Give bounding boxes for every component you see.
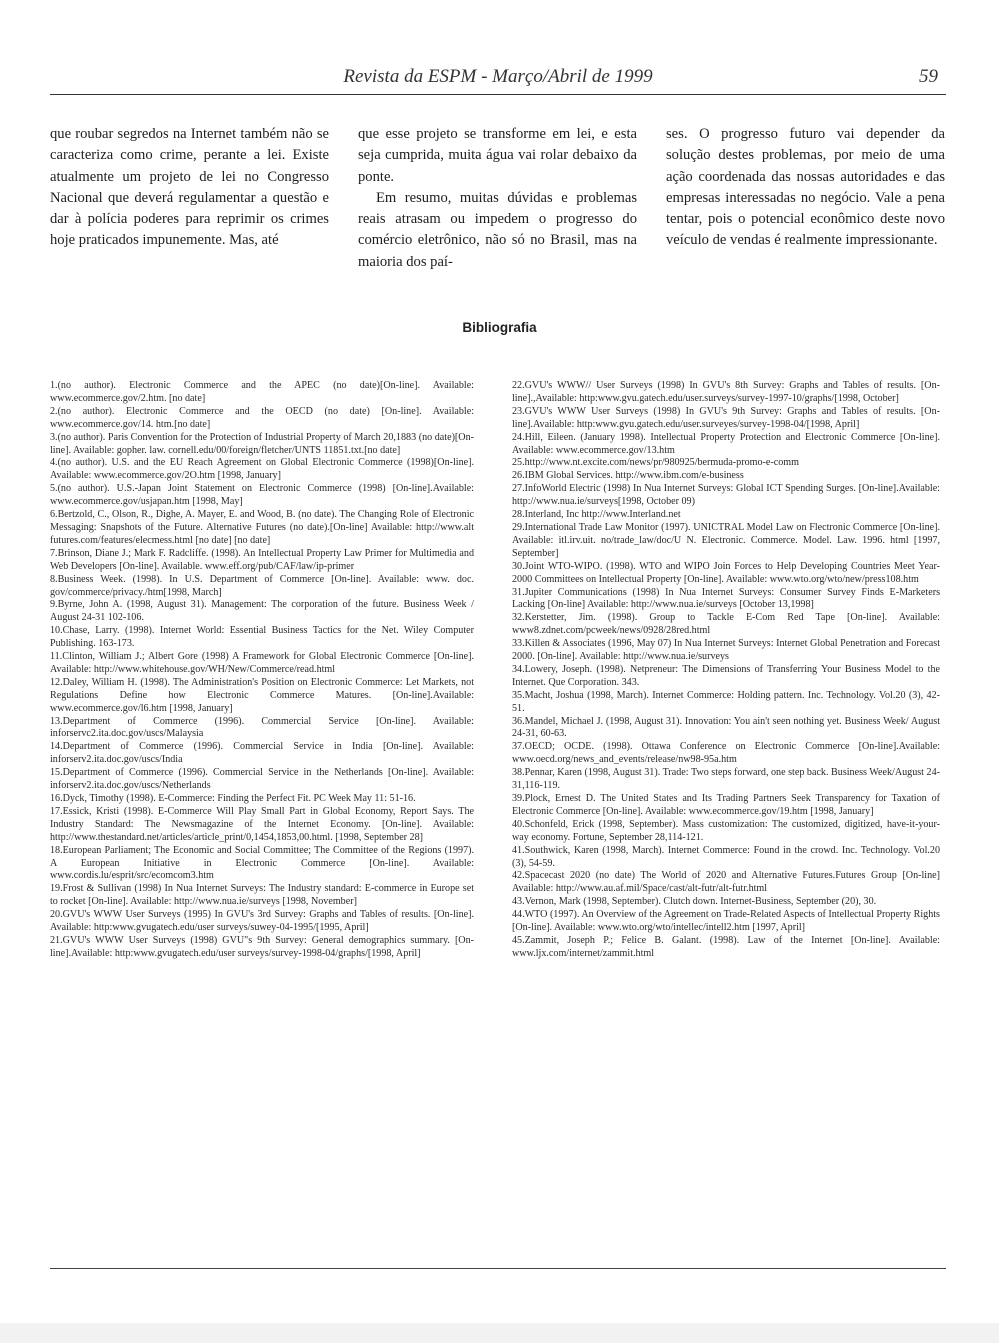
reference-item: 44.WTO (1997). An Overview of the Agreement on Trade-Related Aspects of Intellectual Property Rights [On-line]. Available: www.wto.org/wto/intellec/intell2.htm [1997, April] — [512, 909, 940, 934]
reference-item: 33.Killen & Associates (1996, May 07) In Nua Internet Surveys: Internet Global Penetration and Forecast 2000. [On-line]. Available: http://www.nua.ie/surveys — [512, 638, 940, 663]
reference-item: 21.GVU's WWW User Surveys (1998) GVU"s 9th Survey: General demographics summary. [On-line].Available: http:www.gvugatech.edu/user surveys/survey-1998-04/graphs/[1998, April] — [50, 934, 474, 959]
reference-item: 32.Kerstetter, Jim. (1998). Group to Tackle E-Com Red Tape [On-line]. Available: www8.zdnet.com/pcweek/news/0928/28red.html — [512, 612, 940, 637]
reference-item: 14.Department of Commerce (1996). Commercial Service in India [On-line]. Available: inforserv2.ita.doc.gov/uscs/India — [50, 741, 474, 766]
reference-item: 24.Hill, Eileen. (January 1998). Intellectual Property Protection and Electronic Commerce [On-line]. Available: www.ecommerce.gov/13.htm — [512, 431, 940, 456]
reference-item: 20.GVU's WWW User Surveys (1995) In GVU's 3rd Survey: Graphs and Tables of results. [On-line]. Available: http:www.gvugatech.edu/user surveys/suwey-04-1995/[1995, April] — [50, 909, 474, 934]
page-header — [50, 66, 946, 95]
reference-item: 16.Dyck, Timothy (1998). E-Commerce: Finding the Perfect Fit. PC Week May 11: 51-16. — [50, 793, 416, 804]
reference-item: 18.European Parliament; The Economic and Social Committee; The Committee of the Regions (1997). A European Initiative in Electronic Commerce [On-line]. Available: www.cordis.lu/esprit/src/ecomcom3.htm — [50, 844, 474, 882]
reference-item: 13.Department of Commerce (1996). Commercial Service [On-line]. Available: inforservc2.ita.doc.gov/uscs/Malaysia — [50, 715, 474, 740]
reference-list — [512, 380, 940, 961]
paragraph: que roubar segredos na Internet também não se caracteriza como crime, perante a lei. Existe atualmente um projeto de lei no Congresso Nacional que deverá regulamentar a questão e dar à polícia poderes para reprimir os crimes hoje praticados impunemente. Mas, até — [50, 126, 329, 249]
reference-item: 2.(no author). Electronic Commerce and the OECD (no date) [On-line]. Available: www.ecommerce.gov/14. htm.[no date] — [50, 405, 474, 430]
reference-item: 25.http://www.nt.excite.com/news/pr/980925/bermuda-promo-e-comm — [512, 457, 799, 469]
reference-item: 40.Schonfeld, Erick (1998, September). Mass customization: The customized, digitized, have-it-your-way economy. Fortune, September 28,114-121. — [512, 818, 940, 843]
paragraph: que esse projeto se transforme em lei, e esta seja cumprida, muita água vai rolar debaixo da ponte. — [358, 126, 637, 185]
scan-edge — [0, 1323, 999, 1343]
reference-item: 11.Clinton, William J.; Albert Gore (1998) A Framework for Global Electronic Commerce [On-line]. Available: http://www.whitehouse.gov/WH/New/Commerce/read.html — [50, 651, 474, 675]
reference-item: 45.Zammit, Joseph P.; Felice B. Galant. (1998). Law of the Internet [On-line]. Available: www.ljx.com/internet/zammit.html — [512, 934, 940, 959]
reference-item: 8.Business Week. (1998). In U.S. Department of Commerce [On-line]. Available: www. doc. gov/commerce/privacy./htm[1998, March] — [50, 573, 474, 598]
body-column-2 — [358, 124, 637, 273]
reference-item: 6.Bertzold, C., Olson, R., Dighe, A. Mayer, E. and Wood, B. (no date). The Changing Role of Electronic Messaging: Snapshots of the Future. Alternative Futures (no date).[On-line] Available: http://www.alt futures.com/features/elecmess.html [no date] [no date] — [50, 509, 474, 546]
paragraph: ses. O progresso futuro vai depender da solução destes problemas, por meio de uma ação coordenada das nossas autoridades e das empresas interessadas no negócio. Vale a pena tentar, pois o potencial econômico deste novo veículo de vendas é realmente impressionante. — [666, 126, 945, 249]
reference-item: 15.Department of Commerce (1996). Commercial Service in the Netherlands [On-line]. Available: inforserv2.ita.doc.gov/uscs/Netherlands — [50, 767, 474, 792]
reference-item: 26.IBM Global Services. http://www.ibm.com/e-business — [512, 470, 744, 482]
body-column-1 — [50, 124, 329, 273]
bibliography-column-left — [50, 380, 474, 961]
reference-item: 7.Brinson, Diane J.; Mark F. Radcliffe. (1998). An Intellectual Property Law Primer for Multimedia and Web Developers [On-line]. Available. www.eff.org/pub/CAF/law/ip-primer — [50, 547, 474, 572]
reference-item: 37.OECD; OCDE. (1998). Ottawa Conference on Electronic Commerce [On-line].Available: www.oecd.org/news_and_events/release/nw98-95a.htm — [512, 741, 940, 766]
reference-item: 41.Southwick, Karen (1998, March). Internet Commerce: Found in the crowd. Inc. Technology. Vol.20 (3), 54-59. — [512, 844, 940, 869]
reference-item: 19.Frost & Sullivan (1998) In Nua Internet Surveys: The Industry standard: E-commerce in Europe set to rocket [On-line]. Available: http://www.nua.ie/surveys [1998, November] — [50, 883, 474, 908]
reference-item: 31.Jupiter Communications (1998) In Nua Internet Surveys: Consumer Survey Finds E-Marketers Lacking [On-line] Available: http://www.nua.ie/surveys [October 13,1998] — [512, 586, 940, 611]
reference-item: 27.InfoWorld Electric (1998) In Nua Internet Surveys: Global ICT Spending Surges. [On-line].Available: http://www.nua.ie/surveys[1998, October 09) — [512, 483, 940, 508]
reference-item: 34.Lowery, Joseph. (1998). Netpreneur: The Dimensions of Transferring Your Business Model to the Internet. Que Corporation. 343. — [512, 663, 940, 688]
reference-item: 5.(no author). U.S.-Japan Joint Statement on Electronic Commerce (1998) [On-line].Available: www.ecommerce.gov/usjapan.htm [1998, May] — [50, 483, 474, 508]
reference-item: 12.Daley, William H. (1998). The Administration's Position on Electronic Commerce: Let Markets, not Regulations Define how Electronic Commerce Matures. [On-line].Available: www.ecommerce.gov/l6.htm [1998, January] — [50, 676, 474, 714]
reference-item: 39.Plock, Ernest D. The United States and Its Trading Partners Seek Transparency for Taxation of Electronic Commerce [On-line]. Available: www.ecommerce.gov/19.htm [1998, January] — [512, 793, 940, 817]
reference-item: 42.Spacecast 2020 (no date) The World of 2020 and Alternative Futures.Futures Group [On-line] Available: http://www.au.af.mil/Space/cast/alt-futr/alt-futr.html — [512, 870, 940, 895]
reference-item: 3.(no author). Paris Convention for the Protection of Industrial Property of March 20,1883 (no date)[On-line]. Available: gopher. law. cornell.edu/00/foreign/fletcher/UNTS 11851.txt.[no date] — [50, 431, 474, 456]
reference-item: 30.Joint WTO-WIPO. (1998). WTO and WIPO Join Forces to Help Developing Countries Meet Year-2000 Committees on Intellectual Property [On-line]. Available: www.wto.org/wto/new/press108.htm — [512, 560, 940, 585]
body-column-3 — [666, 124, 945, 273]
reference-item: 4.(no author). U.S. and the EU Reach Agreement on Global Electronic Commerce (1998)[On-line]. Available: www.ecommerce.gov/2O.htm [1998, January] — [50, 457, 474, 482]
reference-item: 10.Chase, Larry. (1998). Internet World: Essential Business Tactics for the Net. Wiley Computer Publishing. 163-173. — [50, 625, 474, 650]
reference-item: 23.GVU's WWW User Surveys (1998) In GVU's 9th Survey: Graphs and Tables of results. [On-line].Available: http:www.gvu.gatech.edu/user.surveyes/survey-1998-04/[1998, April] — [512, 405, 940, 430]
reference-item: 22.GVU's WWW// User Surveys (1998) In GVU's 8th Survey: Graphs and Tables of results. [On-line].,Available: http:www.gvu.gatech.edu/user.surveys/survey-1997-10/graphs/[1998, October] — [512, 380, 940, 404]
reference-item: 36.Mandel, Michael J. (1998, August 31). Innovation: You ain't seen nothing yet. Business Week/ August 24-31, 60-63. — [512, 715, 940, 740]
page-number: 59 — [919, 66, 938, 87]
reference-item: 17.Essick, Kristi (1998). E-Commerce Will Play Small Part in Global Economy, Report Says. The Industry Standard: The Newsmagazine of the Internet Economy. [On-line]. Available: http://www.thestandard.net/articles/article_print/0,1454,1853,00.html. [1998, September 28] — [50, 805, 474, 843]
article-body — [50, 124, 946, 273]
reference-list — [50, 380, 474, 961]
reference-item: 1.(no author). Electronic Commerce and the APEC (no date)[On-line]. Available: www.ecommerce.gov/2.htm. [no date] — [50, 380, 474, 404]
bibliography-heading: Bibliografia — [462, 320, 537, 335]
bibliography-column-right — [512, 380, 940, 961]
reference-item: 28.Interland, Inc http://www.Interland.net — [512, 509, 681, 521]
journal-title: Revista da ESPM - Março/Abril de 1999 — [343, 66, 653, 87]
footer-rule — [50, 1268, 946, 1269]
reference-item: 43.Vernon, Mark (1998, September). Clutch down. Internet-Business, September (20), 30. — [512, 896, 877, 908]
reference-item: 38.Pennar, Karen (1998, August 31). Trade: Two steps forward, one step back. Business Week/August 24-31,116-119. — [512, 767, 940, 792]
reference-item: 9.Byrne, John A. (1998, August 31). Management: The corporation of the future. Business Week / August 24-31 102-106. — [50, 599, 474, 624]
reference-item: 35.Macht, Joshua (1998, March). Internet Commerce: Holding pattern. Inc. Technology. Vol.20 (3), 42-51. — [512, 689, 940, 714]
paragraph: Em resumo, muitas dúvidas e problemas reais atrasam ou impedem o progresso do comércio eletrônico, não só no Brasil, mas na maioria dos paí- — [358, 189, 637, 270]
reference-item: 29.International Trade Law Monitor (1997). UNICTRAL Model Law on Flectronic Commerce [On-line]. Available: itl.irv.uit. no/trade_law/doc/U N. Electronic. Commerce. Model. Law. 1996. html [1997, September] — [512, 521, 940, 559]
